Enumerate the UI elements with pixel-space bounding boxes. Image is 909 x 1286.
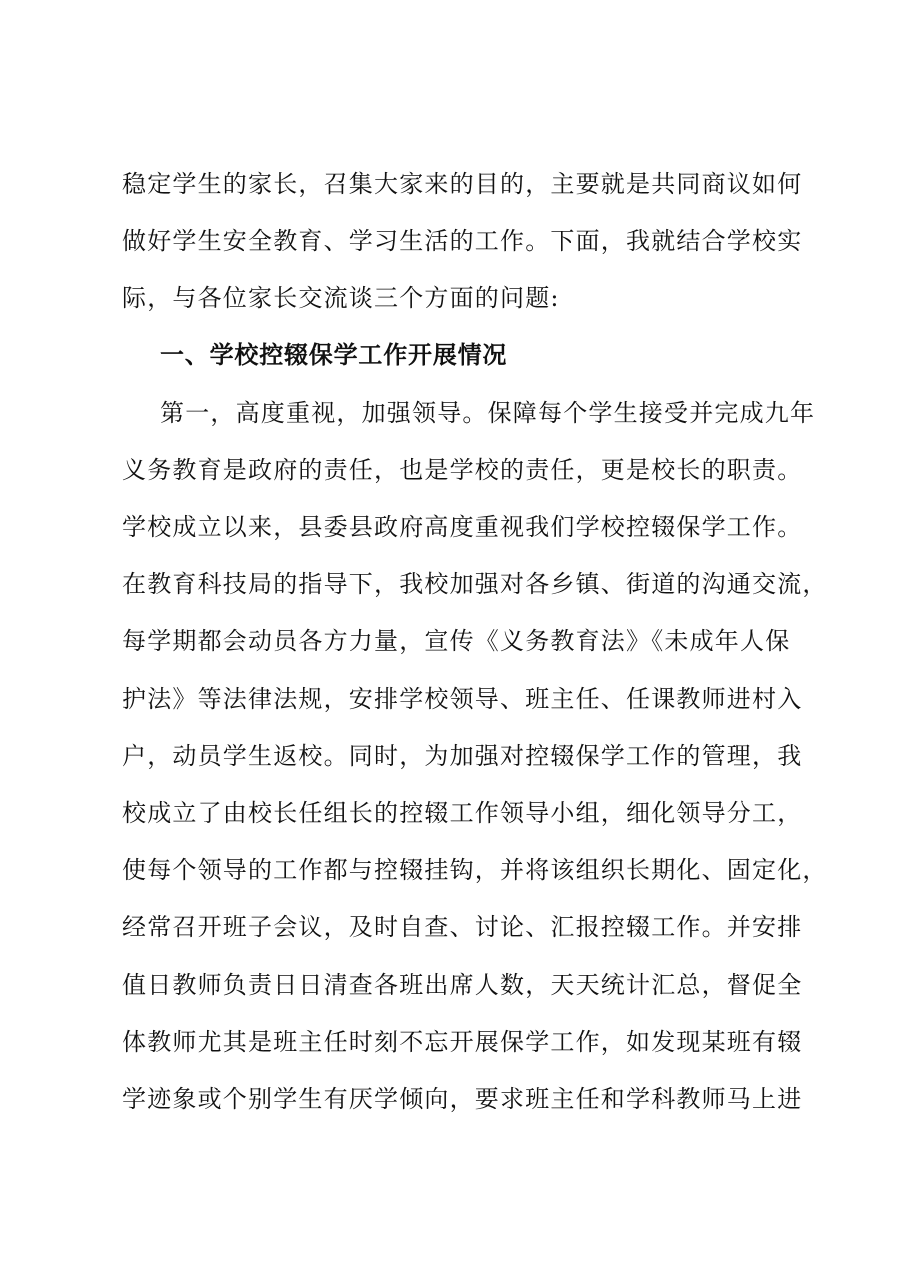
paragraph-line: 义务教育是政府的责任，也是学校的责任，更是校长的职责。 [122,456,803,484]
paragraph-line: 每学期都会动员各方力量，宣传《义务教育法》《未成年人保 [122,627,791,655]
paragraph-line: 学迹象或个别学生有厌学倾向，要求班主任和学科教师马上进 [122,1085,803,1113]
paragraph-line: 学校成立以来，县委县政府高度重视我们学校控辍保学工作。 [122,513,803,541]
paragraph-line: 做好学生安全教育、学习生活的工作。下面，我就结合学校实 [122,227,803,255]
paragraph-line: 际，与各位家长交流谈三个方面的问题: [122,284,560,312]
paragraph-line: 稳定学生的家长，召集大家来的目的，主要就是共同商议如何 [122,170,803,198]
paragraph-line: 校成立了由校长任组长的控辍工作领导小组，细化领导分工， [122,799,803,827]
paragraph-line: 体教师尤其是班主任时刻不忘开展保学工作，如发现某班有辍 [122,1028,803,1056]
paragraph-line: 第一，高度重视，加强领导。保障每个学生接受并完成九年 [160,399,816,427]
paragraph-line: 经常召开班子会议，及时自查、讨论、汇报控辍工作。并安排 [122,913,803,941]
paragraph-line: 户，动员学生返校。同时，为加强对控辍保学工作的管理，我 [122,742,803,770]
paragraph-line: 使每个领导的工作都与控辍挂钩，并将该组织长期化、固定化， [122,856,828,884]
paragraph-line: 值日教师负责日日清查各班出席人数，天天统计汇总，督促全 [122,971,803,999]
section-heading: 一、学校控辍保学工作开展情况 [160,341,508,369]
paragraph-line: 在教育科技局的指导下，我校加强对各乡镇、街道的沟通交流， [122,570,828,598]
paragraph-line: 护法》等法律法规，安排学校领导、班主任、任课教师进村入 [122,685,803,713]
